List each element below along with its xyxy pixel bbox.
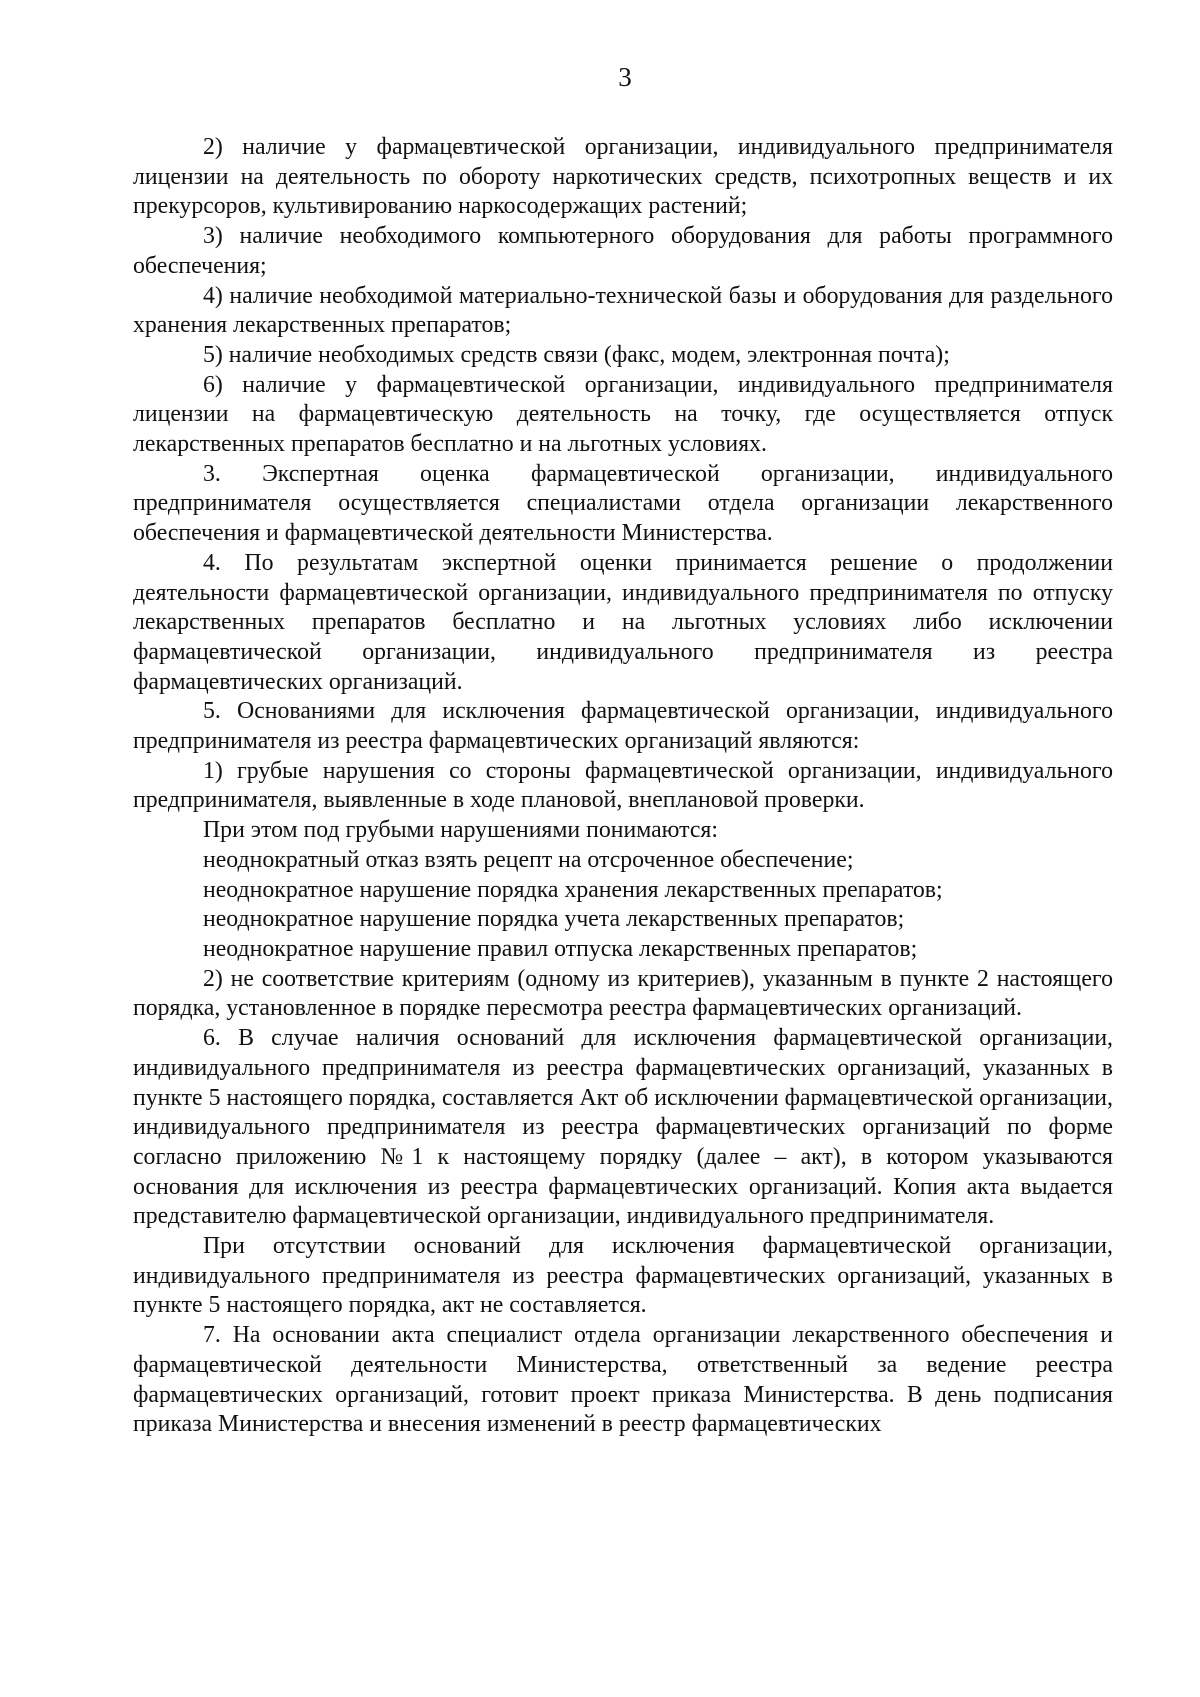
paragraph: неоднократное нарушение порядка учета лекарственных препаратов; [203, 906, 905, 933]
paragraph: 3. Экспертная оценка фармацевтической организации, индивидуального предпринимателя осуществляется специалистами отдела организации лекарственного обеспечения и фармацевтической деятельности Министерства. [133, 460, 1113, 547]
paragraph: 4) наличие необходимой материально-технической базы и оборудования для раздельного хранения лекарственных препаратов; [133, 282, 1113, 339]
paragraph: 6) наличие у фармацевтической организации, индивидуального предпринимателя лицензии на фармацевтическую деятельность на точку, где осуществляется отпуск лекарственных препаратов бесплатно и на льготных условиях. [133, 371, 1113, 458]
paragraph: При этом под грубыми нарушениями понимаются: [203, 817, 718, 844]
paragraph: 5. Основаниями для исключения фармацевтической организации, индивидуального предпринимателя из реестра фармацевтических организаций являются: [133, 698, 1113, 755]
paragraph: неоднократное нарушение правил отпуска лекарственных препаратов; [203, 935, 918, 962]
paragraph: 4. По результатам экспертной оценки принимается решение о продолжении деятельности фармацевтической организации, индивидуального предпринимателя по отпуску лекарственных препаратов бесплатно и на льготных условиях либо исключении фармацевтической организации, индивидуального предпринимателя из реестра фармацевтических организаций. [133, 549, 1113, 695]
paragraph: При отсутствии оснований для исключения фармацевтической организации, индивидуального предпринимателя из реестра фармацевтических организаций, указанных в пункте 5 настоящего порядка, акт не составляется. [133, 1233, 1113, 1319]
paragraph: неоднократный отказ взять рецепт на отсроченное обеспечение; [203, 846, 854, 873]
paragraph: 2) наличие у фармацевтической организации, индивидуального предпринимателя лицензии на деятельность по обороту наркотических средств, психотропных веществ и их прекурсоров, культивированию наркосодержащих растений; [133, 134, 1113, 220]
document-body [133, 133, 1113, 1440]
paragraph: 5) наличие необходимых средств связи (факс, модем, электронная почта); [203, 341, 950, 368]
paragraph: неоднократное нарушение порядка хранения лекарственных препаратов; [203, 876, 943, 903]
paragraph: 3) наличие необходимого компьютерного оборудования для работы программного обеспечения; [133, 223, 1113, 279]
paragraph: 7. На основании акта специалист отдела организации лекарственного обеспечения и фармацевтической деятельности Министерства, ответственный за ведение реестра фармацевтических организаций, готовит проект приказа Министерства. В день подписания приказа Министерства и внесения изменений в реестр фармацевтических [133, 1322, 1113, 1438]
paragraph: 6. В случае наличия оснований для исключения фармацевтической организации, индивидуального предпринимателя из реестра фармацевтических организаций, указанных в пункте 5 настоящего порядка, составляется Акт об исключении фармацевтической организации, индивидуального предпринимателя из реестра фармацевтических организаций по форме согласно приложению №1 к настоящему порядку (далее – акт), в котором указываются основания для исключения из реестра фармацевтических организаций. Копия акта выдается представителю фармацевтической организации, индивидуального предпринимателя. [133, 1025, 1113, 1230]
paragraph: 2) не соответствие критериям (одному из критериев), указанным в пункте 2 настоящего порядка, установленное в порядке пересмотра реестра фармацевтических организаций. [133, 965, 1113, 1022]
paragraph: 1) грубые нарушения со стороны фармацевтической организации, индивидуального предпринимателя, выявленные в ходе плановой, внеплановой проверки. [133, 757, 1113, 814]
page-number: 3 [618, 62, 632, 92]
